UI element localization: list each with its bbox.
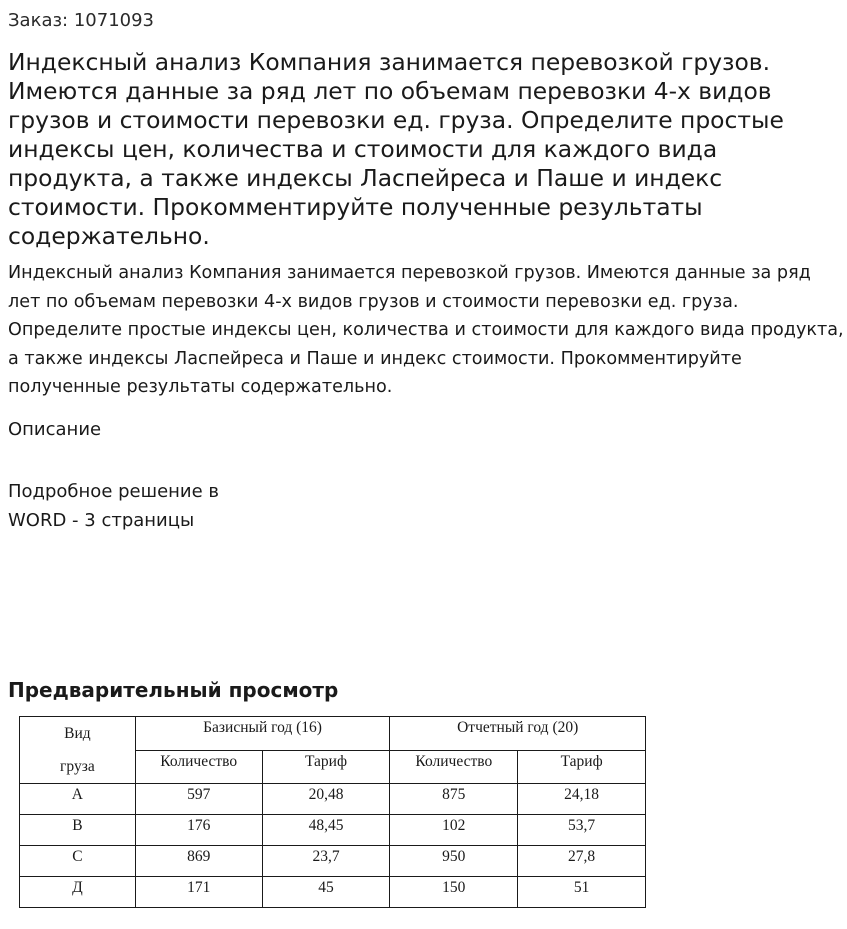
- solution-line-1: Подробное решение в: [8, 481, 220, 502]
- task-text: Индексный анализ Компания занимается перевозкой грузов. Имеются данные за ряд лет по объемам перевозки 4-х видов грузов и стоимости перевозки ед. груза. Определите простые индексы цен, количества и стоимости для каждого вида продукта, а также индексы Ласпейреса и Паше и индекс стоимости. Прокомментируйте полученные результаты содержательно.: [8, 263, 844, 398]
- column-header: Количество: [390, 750, 518, 784]
- table-cell: 45: [262, 877, 390, 908]
- page-title: Индексный анализ Компания занимается перевозкой грузов. Имеются данные за ряд лет по объемам перевозки 4-х видов грузов и стоимости перевозки ед. груза. Определите простые индексы цен, количества и стоимости для каждого вида продукта, а также индексы Ласпейреса и Паше и индекс стоимости. Прокомментируйте полученные результаты содержательно.: [8, 48, 784, 250]
- table-row: [20, 784, 646, 815]
- table-cell: 950: [390, 846, 518, 877]
- table-cell: 27,8: [518, 846, 646, 877]
- table-row: [20, 815, 646, 846]
- cargo-header-line-1: Вид: [64, 725, 91, 742]
- table-row: [20, 846, 646, 877]
- table-cell: 176: [135, 815, 262, 846]
- order-label: Заказ:: [8, 10, 69, 31]
- table-cell: 20,48: [262, 784, 390, 815]
- preview-title: Предварительный просмотр: [8, 678, 339, 702]
- table-cell: А: [20, 784, 136, 815]
- description-label: Описание: [8, 419, 102, 440]
- table-cell: 48,45: [262, 815, 390, 846]
- column-header: Тариф: [518, 750, 646, 784]
- table-cell: 51: [518, 877, 646, 908]
- cargo-type-header: [20, 717, 136, 784]
- table-cell: 875: [390, 784, 518, 815]
- column-header: Тариф: [262, 750, 390, 784]
- table-cell: В: [20, 815, 136, 846]
- table-cell: 171: [135, 877, 262, 908]
- table-header-row: [20, 717, 646, 751]
- column-header: Количество: [135, 750, 262, 784]
- cargo-table: [19, 716, 646, 908]
- solution-info: [8, 478, 268, 535]
- table-cell: 102: [390, 815, 518, 846]
- cargo-header-line-2: груза: [60, 758, 95, 775]
- table-cell: Д: [20, 877, 136, 908]
- order-line: [8, 9, 154, 33]
- solution-line-2: WORD - 3 страницы: [8, 509, 195, 531]
- base-year-header: Базисный год (16): [135, 717, 390, 751]
- report-year-header: Отчетный год (20): [390, 717, 646, 751]
- table-cell: С: [20, 846, 136, 877]
- order-number: 1071093: [73, 10, 155, 31]
- table-cell: 24,18: [518, 784, 646, 815]
- table-row: [20, 877, 646, 908]
- table-cell: 869: [135, 846, 262, 877]
- table-cell: 53,7: [518, 815, 646, 846]
- table-cell: 597: [135, 784, 262, 815]
- table-cell: 150: [390, 877, 518, 908]
- table-cell: 23,7: [262, 846, 390, 877]
